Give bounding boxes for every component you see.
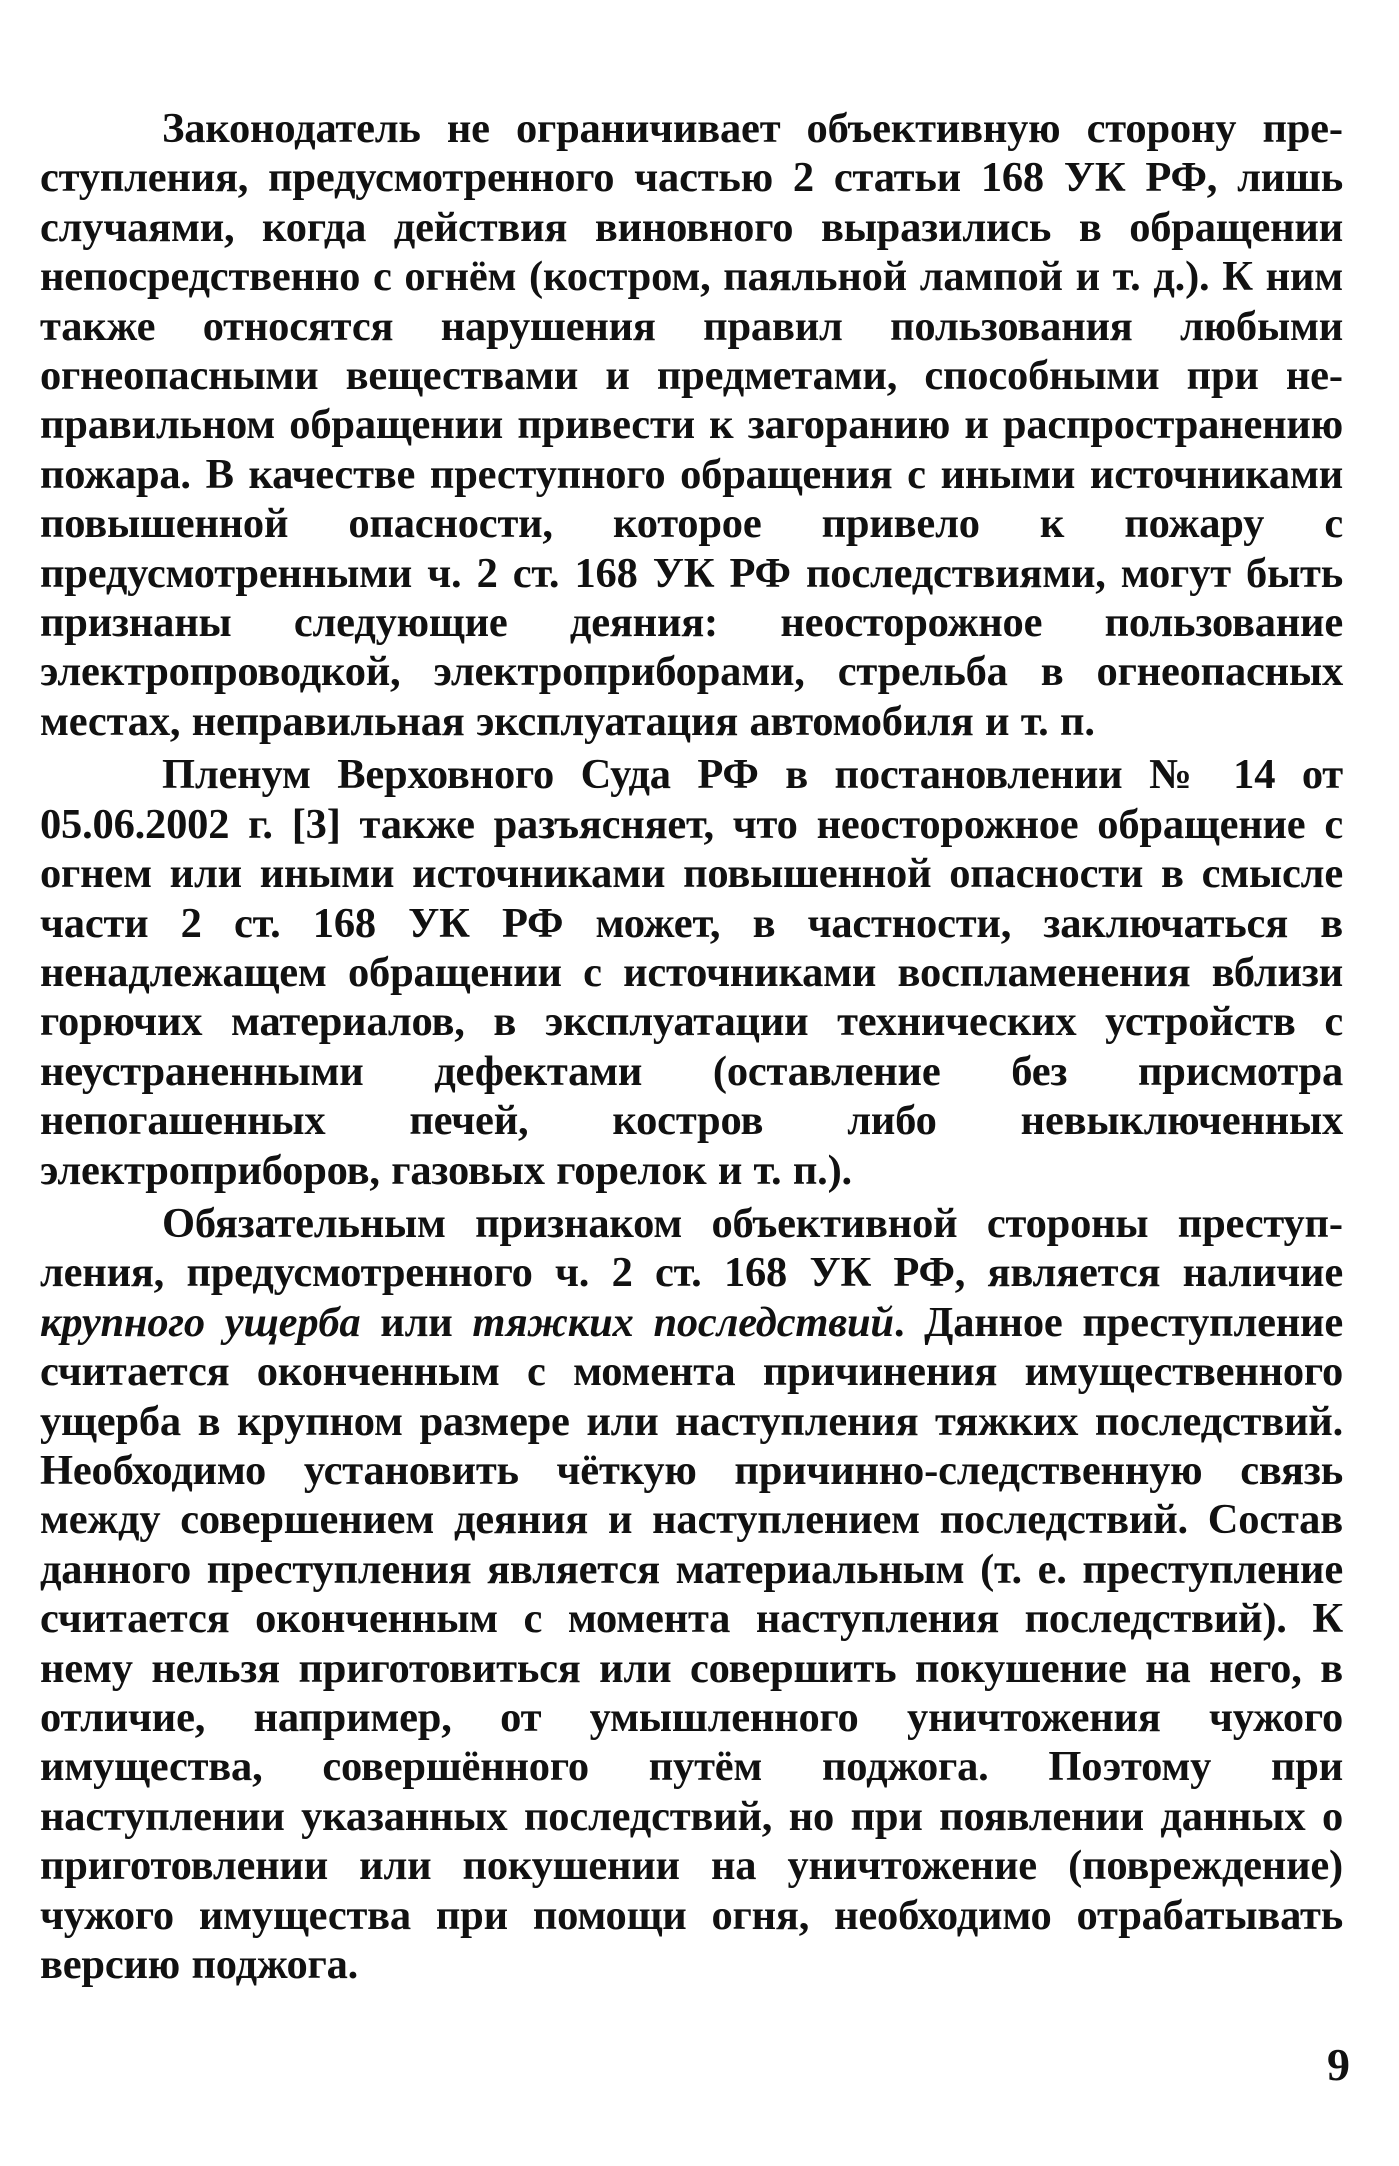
paragraph-1: Законодатель не ограничивает объективную сторону преступления, предусмотренного частью 2 статьи 168 УК РФ, лишь случаями, когда действия виновного выразились в обращении непосредственно с огнём (костром, паяльной лампой и т. д.). К ним также относятся нарушения правил пользования любыми огнеопасными веществами и предметами, способными при неправильном обращении привести к загоранию и распространению пожара. В качестве преступного обращения с иными источниками повышенной опасности, которое привело к пожару с предусмотренными ч. 2 ст. 168 УК РФ последствиями, могут быть признаны следующие деяния: неосторожное пользование электропроводкой, электроприборами, стрельба в огнеопасных местах, неправильная эксплуатация автомобиля и т. п. [40,105,1343,745]
page-number: 9 [1327,2039,1350,2090]
paragraph-3-connector: или [360,1298,473,1346]
emphasis-large-damage: крупного ущерба [40,1298,361,1346]
paragraph-2: Пленум Верховного Суда РФ в постановлении № 14 от 05.06.2002 г. [3] также разъясняет, что неосторожное обращение с огнем или иными источниками повышенной опасности в смысле части 2 ст. 168 УК РФ может, в частности, заключаться в ненадлежащем обращении с источниками воспламенения вблизи горючих материалов, в эксплуатации технических устройств с неустраненными дефектами (оставление без присмотра непогашенных печей, костров либо невыключенных электроприборов, газовых горелок и т. п.). [40,751,1343,1194]
paragraph-3-rest: . Данное преступление считается оконченным с момента причинения имущественного ущерба в крупном размере или наступления тяжких последствий. Необходимо установить чёткую причинно-следственную связь между совершением деяния и наступлением последствий. Состав данного преступления является материальным (т. е. преступление считается оконченным с момента наступления последствий). К нему нельзя приготовиться или совершить покушение на него, в отличие, например, от умышленного уничтожения чужого имущества, совершённого путём поджога. Поэтому при наступлении указанных последствий, но при появлении данных о приготовлении или покушении на уничтожение (повреждение) чужого имущества при помощи огня, необходимо отрабатывать версию поджога. [40,1298,1343,1989]
page-text-block [40,104,1343,1989]
emphasis-grave-consequences: тяжких последствий [472,1298,894,1346]
paragraph-3-start: Обязательным признаком объективной стороны преступления, предусмотренного ч. 2 ст. 168 УК РФ, является наличие [40,1199,1343,1297]
paragraph-3 [40,1199,1343,1990]
